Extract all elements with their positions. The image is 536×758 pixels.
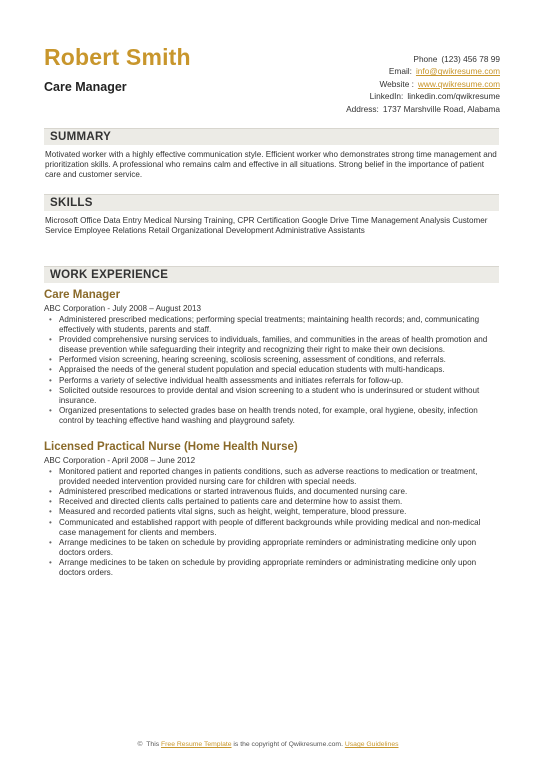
resume-header xyxy=(44,44,500,114)
contact-linkedin xyxy=(346,90,500,102)
contact-website xyxy=(346,78,500,90)
section-heading: SUMMARY xyxy=(44,128,499,145)
skills-text: Microsoft Office Data Entry Medical Nursing Training, CPR Certification Google Drive Time Management Analysis Customer Service Employee Relations Retail Organizational Development Administrative Assistants xyxy=(45,216,488,236)
contact-label: LinkedIn: xyxy=(369,91,404,102)
list-item: • Administered prescribed medications or started intravenous fluids, and documented nursing care. xyxy=(44,487,499,497)
free-resume-template-link[interactable]: Free Resume Template xyxy=(161,741,232,748)
copyright-icon: © xyxy=(137,741,143,748)
job-meta: ABC Corporation - April 2008 – June 2012 xyxy=(44,456,196,466)
contact-address xyxy=(346,103,500,115)
usage-guidelines-link[interactable]: Usage Guidelines xyxy=(344,741,399,748)
footer-text: This xyxy=(146,741,160,748)
job-title: Licensed Practical Nurse (Home Health Nurse) xyxy=(44,441,298,454)
contact-label: Address: xyxy=(346,103,379,114)
website-link[interactable]: www.qwikresume.com xyxy=(417,78,500,89)
contact-value: (123) 456 78 99 xyxy=(441,54,500,64)
summary-text: Motivated worker with a highly effective communication style. Efficient worker who demonstrates strong time management and prioritization skills. A professional who remains calm and effective in all situations. Strong belief in the importance of patient care and customer service. xyxy=(45,150,497,180)
contact-label: Phone xyxy=(413,54,438,64)
contact-phone xyxy=(346,53,500,65)
contact-block xyxy=(346,53,500,115)
list-item: • Performs a variety of selective individual health assessments and initiates referrals for follow-up. xyxy=(44,376,499,386)
list-item: • Received and directed clients calls pertained to patients care and determine how to assist them. xyxy=(44,497,499,507)
footer-text: is the copyright of Qwikresume.com. xyxy=(233,741,343,748)
section-heading: SKILLS xyxy=(44,194,499,211)
list-item: • Monitored patient and reported changes in patients conditions, such as adverse reactions to medication or treatment, provided needed intervention provided nursing care for children with special needs. xyxy=(44,467,499,487)
list-item: • Arrange medicines to be taken on schedule by providing appropriate reminders or administrating medicine only upon doctors orders. xyxy=(44,538,499,558)
skills-section xyxy=(44,194,499,236)
job-bullets xyxy=(44,467,499,578)
email-link[interactable]: info@qwikresume.com xyxy=(415,66,500,77)
experience-section xyxy=(44,266,499,578)
list-item: • Performed vision screening, hearing screening, scoliosis screening, assessment of conditions, and referrals. xyxy=(44,355,499,365)
list-item: • Communicated and established rapport with people of different backgrounds while providing medical and non-medical case management for clients and members. xyxy=(44,518,499,538)
job-entry xyxy=(44,289,499,426)
candidate-name: Robert Smith xyxy=(44,44,191,70)
contact-label: Email: xyxy=(388,66,412,77)
list-item: • Arrange medicines to be taken on schedule by providing appropriate reminders or administrating medicine only upon doctors orders. xyxy=(44,558,499,578)
list-item: • Administered prescribed medications; performing special treatments; maintaining health records; and, communicating effectively with students, parents and staff. xyxy=(44,315,499,335)
job-bullets xyxy=(44,315,499,426)
contact-label: Website : xyxy=(379,78,414,89)
list-item: • Provided comprehensive nursing services to individuals, families, and communities in the areas of health promotion and disease prevention while safeguarding their integrity and recognizing their right to make their own decisions. xyxy=(44,335,499,355)
contact-value: 1737 Marshville Road, Alabama xyxy=(382,103,500,114)
list-item: • Organized presentations to selected grades base on health trends noted, for example, oral hygiene, obesity, infection control by teaching effective hand washing and playground safety. xyxy=(44,406,499,426)
contact-email xyxy=(346,65,500,77)
job-entry xyxy=(44,441,499,578)
candidate-role: Care Manager xyxy=(44,80,127,94)
list-item: • Solicited outside resources to provide dental and vision screening to a student who is underinsured or student without insurance. xyxy=(44,386,499,406)
job-title: Care Manager xyxy=(44,289,121,301)
summary-section xyxy=(44,128,499,181)
section-heading: WORK EXPERIENCE xyxy=(44,266,499,283)
page-footer xyxy=(0,741,536,748)
job-meta: ABC Corporation - July 2008 – August 2013 xyxy=(44,304,202,313)
list-item: • Measured and recorded patients vital signs, such as height, weight, temperature, blood pressure. xyxy=(44,507,499,517)
contact-value: linkedin.com/qwikresume xyxy=(407,91,500,102)
list-item: • Appraised the needs of the general student population and special education students with multi-handicaps. xyxy=(44,365,499,375)
